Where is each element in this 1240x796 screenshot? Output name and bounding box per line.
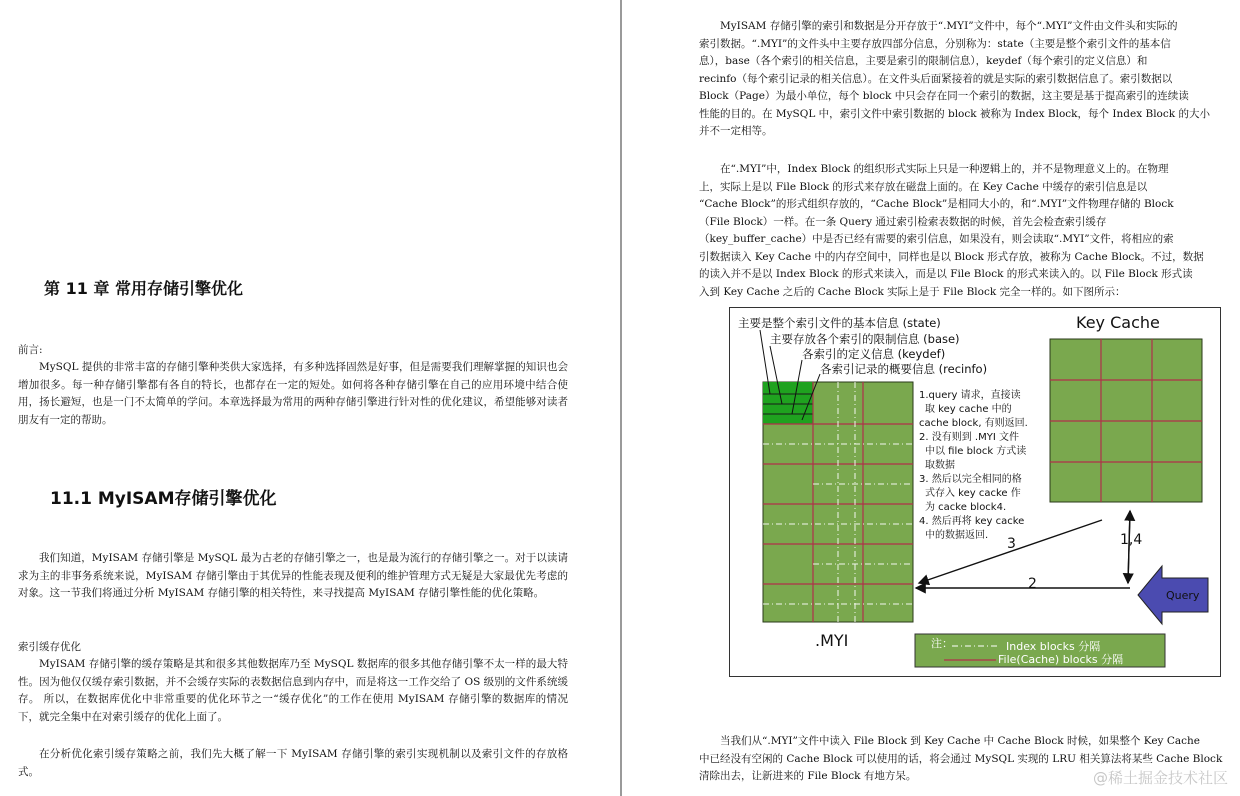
step-line: 为 cacke block4. xyxy=(925,502,1007,513)
text-line: Block（Page）为最小单位，每个 block 中只会存在同一个索引的数据，这主要是基于提高索引的连续读 xyxy=(699,90,1189,102)
text-line: 入到 Key Cache 之后的 Cache Block 实际上是于 File Block 完全一样的。如下图所示： xyxy=(699,285,1126,298)
key-cache-label: Key Cache xyxy=(1076,313,1160,332)
arrow-label-3: 3 xyxy=(1007,536,1016,552)
index-block-paragraph xyxy=(699,161,1239,301)
preface-label: 前言: xyxy=(18,344,43,356)
legend-file-label: File(Cache) blocks 分隔 xyxy=(998,653,1124,666)
text-line: 息），base（各个索引的相关信息，主要是索引的限制信息），keydef（每个索引的定义信息）和 xyxy=(699,55,1148,67)
text-line: 在“.MYI”中，Index Block 的组织形式实际上只是一种逻辑上的，并不是物理意义上的。在物理 xyxy=(720,163,1169,175)
chapter-title: 第 11 章 常用存储引擎优化 xyxy=(44,279,243,298)
legend xyxy=(915,634,1165,667)
section-title: 11.1 MyISAM存储引擎优化 xyxy=(50,489,277,509)
step-line: 取 key cache 中的 xyxy=(925,404,1012,415)
text-line: 清除出去，让新进来的 File Block 有地方呆。 xyxy=(699,770,917,782)
step-line: 式存入 key cacke 作 xyxy=(925,488,1021,499)
myi-structure-paragraph xyxy=(699,18,1239,141)
arrow-label-2: 2 xyxy=(1028,576,1037,592)
section-intro-text: 我们知道，MyISAM 存储引擎是 MySQL 最为古老的存储引擎之一，也是最为流行的存储引擎之一。对于以读请求为主的非事务系统来说，MyISAM 存储引擎由于其优异的性能表现及便利的维护管理方式无疑是大家最优先考虑的对象。这一节我们将通过分析 MyISAM 存储引擎的相关特性，来寻找提高 MyISAM 存储引擎性能的优化策略。 xyxy=(18,552,568,599)
arrow-label-1-4: 1,4 xyxy=(1120,532,1143,548)
query-arrow xyxy=(1138,566,1208,624)
cache-analysis-text: 在分析优化索引缓存策略之前，我们先大概了解一下 MyISAM 存储引擎的索引实现机制以及索引文件的存放格式。 xyxy=(18,748,568,778)
myi-label: .MYI xyxy=(815,631,849,650)
step-line: 1.query 请求，直接读 xyxy=(919,390,1021,401)
key-cache-diagram xyxy=(729,307,1221,677)
text-line: “Cache Block”的形式组织存放的，“Cache Block”是相同大小的，和“.MYI”文件物理存储的 Block xyxy=(699,198,1174,210)
step-line: 4. 然后再将 key cacke xyxy=(919,516,1025,527)
query-label: Query xyxy=(1166,589,1200,602)
legend-index-label: Index blocks 分隔 xyxy=(1006,640,1101,653)
recinfo-label: 各索引记录的概要信息 (recinfo) xyxy=(820,362,988,376)
state-label: 主要是整个索引文件的基本信息 (state) xyxy=(738,316,941,330)
text-line: 上，实际上是以 File Block 的形式来存放在磁盘上面的。在 Key Cache 中缓存的索引信息是以 xyxy=(699,180,1148,193)
right-page xyxy=(622,0,1240,796)
myi-block-grid xyxy=(763,382,913,622)
legend-note: 注： xyxy=(931,637,953,650)
header-block xyxy=(763,382,813,424)
base-label: 主要存放各个索引的限制信息 (base) xyxy=(770,332,960,346)
text-line: recinfo（每个索引记录的相关信息）。在文件头后面紧接着的就是实际的索引数据信息了。索引数据以 xyxy=(699,72,1173,85)
text-line: 索引数据。“.MYI”的文件头中主要存放四部分信息，分别称为：state（主要是整个索引文件的基本信 xyxy=(699,37,1171,50)
text-line: 性能的目的。在 MySQL 中，索引文件中索引数据的 block 被称为 Index Block，每个 Index Block 的大小 xyxy=(699,107,1210,120)
step-line: 3. 然后以完全相同的格 xyxy=(919,474,1022,485)
preface-text: MySQL 提供的非常丰富的存储引擎种类供大家选择，有多种选择固然是好事，但是需要我们理解掌握的知识也会增加很多。每一种存储引擎都有各自的特长，也都存在一定的短处。如何将各种存储引擎在自己的应用环境中结合使用，扬长避短，也是一门不太简单的学问。本章选择最为常用的两种存储引擎进行针对性的优化建议，希望能够对读者朋友有一定的帮助。 xyxy=(18,361,568,426)
text-line: 当我们从“.MYI”文件中读入 File Block 到 Key Cache 中 Cache Block 时候，如果整个 Key Cache xyxy=(720,735,1200,747)
text-line: 的读入并不是以 Index Block 的形式来读入，而是以 File Block 的形式来读入的。以 File Block 形式读 xyxy=(699,268,1193,280)
keydef-label: 各索引的定义信息 (keydef) xyxy=(802,347,946,361)
text-line: （key_buffer_cache）中是否已经有需要的索引信息，如果没有，则会读取“.MYI”文件，将相应的索 xyxy=(699,233,1174,245)
key-cache-grid xyxy=(1050,339,1202,502)
cache-section-text: MyISAM 存储引擎的缓存策略是其和很多其他数据库乃至 MySQL 数据库的很多其他存储引擎不太一样的最大特性。因为他仅仅缓存索引数据，并不会缓存实际的表数据信息到内存中，而是将这一工作交给了 OS 级别的文件系统缓存。 所以，在数据库优化中非常重要的优化环节之一“缓存优化”的工作在使用 MyISAM 存储引擎的数据库的情况下，就完全集中在对索引缓存的优化上面了。 xyxy=(18,658,568,723)
step-line: cache block, 有则返回. xyxy=(919,418,1028,429)
cache-section-label: 索引缓存优化 xyxy=(18,641,81,653)
text-line: 中已经没有空闲的 Cache Block 可以使用的话，将会通过 MySQL 实现的 LRU 相关算法将某些 Cache Block xyxy=(699,752,1223,765)
text-line: 引数据读入 Key Cache 中的内存空间中，同样也是以 Block 形式存放，被称为 Cache Block。不过，数据 xyxy=(699,250,1204,263)
step-line: 2. 没有则到 .MYI 文件 xyxy=(919,432,1019,443)
step-line: 中以 file block 方式读 xyxy=(925,446,1027,457)
text-line: 并不一定相等。 xyxy=(699,125,773,137)
step-line: 取数据 xyxy=(925,460,955,471)
step-line: 中的数据返回. xyxy=(925,530,989,541)
text-line: （File Block）一样。在一条 Query 通过索引检索表数据的时候，首先会检查索引缓存 xyxy=(699,215,1107,228)
text-line: MyISAM 存储引擎的索引和数据是分开存放于“.MYI”文件中，每个“.MYI”文件由文件头和实际的 xyxy=(720,20,1178,32)
steps-text xyxy=(919,388,1028,541)
watermark: @稀土掘金技术社区 xyxy=(1092,769,1228,787)
